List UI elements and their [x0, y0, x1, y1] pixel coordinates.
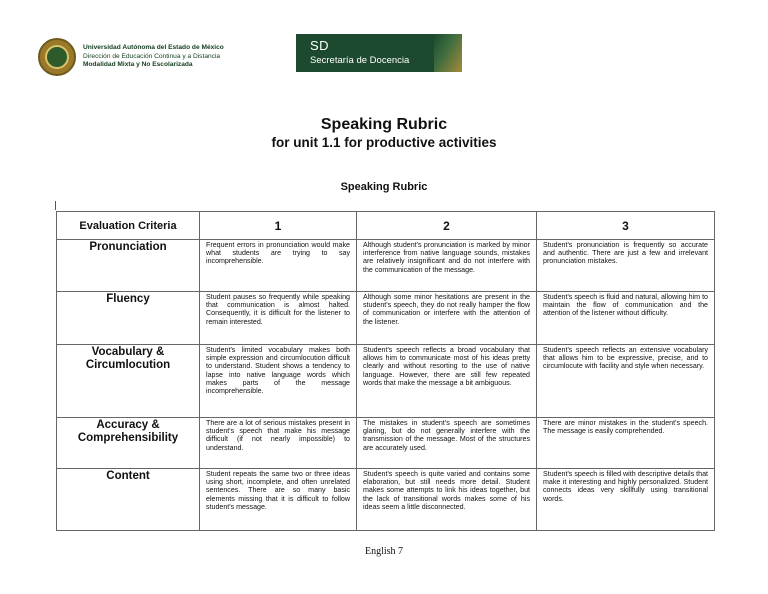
rubric-cell: Student pauses so frequently while speaking that communication is almost halted. Consequently, it is difficult for the listener to remain interested.	[200, 292, 357, 345]
rubric-cell: Student repeats the same two or three ideas using short, incomplete, and often unrelated sentences. There are so many basic elements missing that it is difficult to follow student's message.	[200, 469, 357, 531]
direction-name: Dirección de Educación Continua y a Distancia	[83, 52, 221, 60]
sd-full-name: Secretaría de Docencia	[310, 55, 410, 66]
rubric-table	[56, 211, 715, 531]
rubric-cell: The mistakes in student's speech are sometimes glaring, but do not generally interfere with the transmission of the message. Most of the structures are accurately used.	[357, 418, 537, 469]
page-subtitle: for unit 1.1 for productive activities	[271, 135, 497, 150]
level-3-header: 3	[537, 212, 715, 240]
level-2-header: 2	[357, 212, 537, 240]
secretaria-docencia-logo	[296, 34, 462, 72]
rubric-cell: Student's speech is quite varied and contains some elaboration, but still needs more detail. Student makes some attempts to link his ideas together, but the lack of transitional words makes some of his ideas seem a little disconnected.	[357, 469, 537, 531]
page-title: Speaking Rubric	[320, 116, 448, 133]
rubric-cell: Student's limited vocabulary makes both simple expression and circumlocution difficult to understand. Student shows a tendency to lapse into native language words which makes parts of the message incomprehensible.	[200, 345, 357, 418]
rubric-cell: Student's pronunciation is frequently so accurate and authentic. There are just a few and irrelevant pronunciation mistakes.	[537, 240, 715, 292]
criterion-vocabulary: Vocabulary & Circumlocution	[57, 345, 200, 418]
rubric-cell: There are a lot of serious mistakes present in student's speech that make his message difficult (if not nearly impossible) to understand.	[200, 418, 357, 469]
criterion-pronunciation: Pronunciation	[57, 240, 200, 292]
table-row	[57, 240, 715, 292]
university-name: Universidad Autónoma del Estado de México	[83, 44, 224, 52]
header-row	[57, 212, 715, 240]
level-1-header: 1	[200, 212, 357, 240]
modality-name: Modalidad Mixta y No Escolarizada	[83, 61, 193, 69]
university-seal-icon	[38, 38, 76, 76]
rubric-cell: There are minor mistakes in the student's speech. The message is easily comprehended.	[537, 418, 715, 469]
logo-stripe	[434, 34, 462, 72]
criterion-fluency: Fluency	[57, 292, 200, 345]
rubric-cell: Student's speech is filled with descriptive details that make it interesting and highly personalized. Student connects ideas very skillfully using transitional words.	[537, 469, 715, 531]
margin-mark	[55, 201, 56, 210]
table-caption: Speaking Rubric	[340, 181, 428, 193]
table-row	[57, 469, 715, 531]
criteria-header: Evaluation Criteria	[57, 212, 200, 240]
rubric-cell: Student's speech reflects an extensive vocabulary that allows him to be expressive, precise, and to circumlocute with facility and style when necessary.	[537, 345, 715, 418]
table-row	[57, 418, 715, 469]
criterion-accuracy: Accuracy & Comprehensibility	[57, 418, 200, 469]
rubric-cell: Frequent errors in pronunciation would make what students are trying to say incomprehensible.	[200, 240, 357, 292]
rubric-cell: Student's speech reflects a broad vocabulary that allows him to communicate most of his ideas pretty clearly and without resorting to the use of native language. However, there are still few repeated words that make the message a bit ambiguous.	[357, 345, 537, 418]
rubric-cell: Although some minor hesitations are present in the student's speech, they do not really hamper the flow of communication or interfere with the attention of the listener.	[357, 292, 537, 345]
sd-abbreviation: SD	[310, 38, 330, 53]
rubric-cell: Although student's pronunciation is marked by minor interference from native language sounds, mistakes are relatively insignificant and do not interfere with the communication of the message.	[357, 240, 537, 292]
rubric-cell: Student's speech is fluid and natural, allowing him to maintain the flow of communication and the attention of the listener without difficulty.	[537, 292, 715, 345]
uaem-header	[38, 38, 224, 76]
university-text-block	[83, 44, 224, 70]
criterion-content: Content	[57, 469, 200, 531]
table-row	[57, 345, 715, 418]
page-footer: English 7	[364, 546, 404, 557]
table-row	[57, 292, 715, 345]
